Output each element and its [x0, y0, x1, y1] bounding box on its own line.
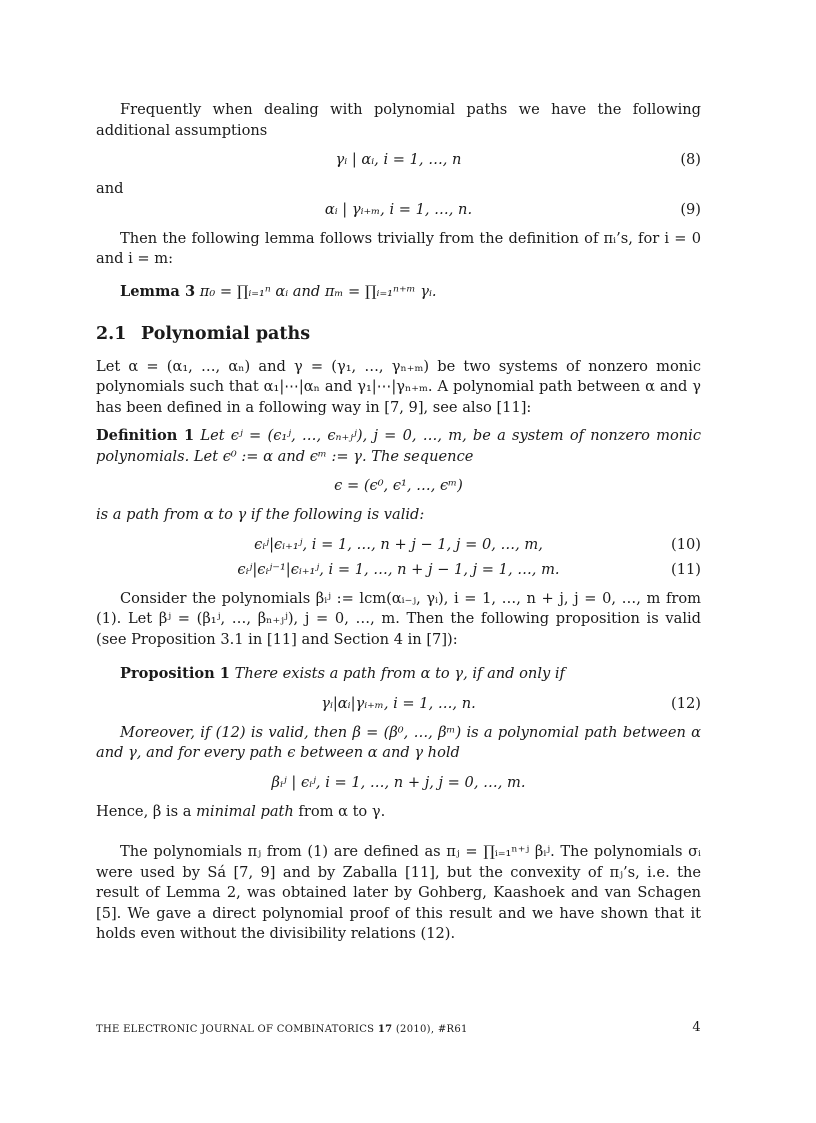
paragraph-consider: Consider the polynomials βᵢʲ := lcm(αᵢ₋ⱼ, γᵢ), i = 1, …, n + j, j = 0, …, m from (1). Let βʲ = (β₁ʲ, …, βₙ₊ⱼʲ), j = 0, …, m. Then the following proposition is valid (see Proposition 3.1 in [11] and Section 4 in [7]): — [96, 589, 701, 648]
paragraph-minimal-path — [96, 802, 701, 823]
equation-11-body: ϵᵢʲ|ϵᵢʲ⁻¹|ϵᵢ₊₁ʲ, i = 1, …, n + j − 1, j = 1, …, m. — [237, 560, 560, 578]
equation-10 — [96, 535, 701, 556]
definition-label: Definition 1 — [96, 427, 195, 444]
minimal-path-c: from α to γ. — [293, 802, 386, 820]
footer-journal: THE ELECTRONIC JOURNAL OF COMBINATORICS — [96, 1024, 375, 1035]
equation-12 — [96, 694, 701, 715]
equation-11 — [96, 560, 701, 581]
equation-8 — [96, 150, 701, 171]
equation-sequence-body: ϵ = (ϵ⁰, ϵ¹, …, ϵᵐ) — [334, 477, 463, 494]
proposition-1 — [120, 664, 701, 685]
equation-8-body: γᵢ | αᵢ, i = 1, …, n — [335, 151, 462, 168]
minimal-path-a: Hence, β is a — [96, 802, 197, 820]
lemma-label: Lemma 3 — [120, 282, 196, 300]
paragraph-and: and — [96, 180, 124, 197]
equation-9-number: (9) — [680, 200, 701, 218]
definition-1 — [96, 426, 701, 467]
footer-year-article: (2010), #R61 — [395, 1024, 468, 1035]
section-heading — [96, 324, 701, 345]
equation-9 — [96, 200, 701, 221]
equation-beta — [96, 773, 701, 794]
equation-beta-body: βᵢʲ | ϵᵢʲ, i = 1, …, n + j, j = 0, …, m. — [271, 773, 526, 791]
definition-text: Let ϵʲ = (ϵ₁ʲ, …, ϵₙ₊ⱼʲ), j = 0, …, m, be a system of nonzero monic polynomials. Let ϵ⁰ := α and ϵᵐ := γ. The sequence — [96, 427, 701, 465]
equation-8-number: (8) — [680, 151, 701, 168]
section-title: Polynomial paths — [141, 324, 311, 344]
lemma-3 — [120, 282, 701, 303]
equation-12-body: γᵢ|αᵢ|γᵢ₊ₘ, i = 1, …, n. — [321, 694, 476, 712]
equation-10-body: ϵᵢʲ|ϵᵢ₊₁ʲ, i = 1, …, n + j − 1, j = 0, …, m, — [254, 535, 543, 553]
paragraph-assumptions: Frequently when dealing with polynomial paths we have the following additional assumptions — [96, 101, 701, 139]
lemma-text: π₀ = ∏ᵢ₌₁ⁿ αᵢ and πₘ = ∏ᵢ₌₁ⁿ⁺ᵐ γᵢ. — [199, 282, 437, 300]
footer-volume: 17 — [377, 1024, 393, 1035]
paragraph-systems: Let α = (α₁, …, αₙ) and γ = (γ₁, …, γₙ₊ₘ) be two systems of nonzero monic polynomials such that α₁|⋯|αₙ and γ₁|⋯|γₙ₊ₘ. A polynomial path between α and γ has been defined in a following way in [7, 9], see also [11]: — [96, 357, 701, 416]
proposition-label: Proposition 1 — [120, 665, 230, 682]
paragraph-polynomials: The polynomials πⱼ from (1) are defined as πⱼ = ∏ᵢ₌₁ⁿ⁺ʲ βᵢʲ. The polynomials σᵢ were used by Sá [7, 9] and by Zaballa [11], but the convexity of πⱼ’s, i.e. the result of Lemma 2, was obtained later by Gohberg, Kaashoek and van Schagen [5]. We gave a direct polynomial proof of this result and we have shown that it holds even without the divisibility relations (12). — [96, 843, 701, 942]
equation-12-number: (12) — [671, 694, 701, 712]
equation-sequence — [96, 476, 701, 497]
footer-citation — [96, 1020, 468, 1041]
equation-9-body: αᵢ | γᵢ₊ₘ, i = 1, …, n. — [324, 200, 473, 218]
equation-10-number: (10) — [671, 535, 701, 553]
definition-continuation: is a path from α to γ if the following is valid: — [96, 506, 425, 523]
paragraph-lemma-intro: Then the following lemma follows trivially from the definition of πᵢ’s, for i = 0 and i = m: — [96, 229, 701, 267]
minimal-path-term: minimal path — [196, 802, 294, 820]
proposition-continuation: Moreover, if (12) is valid, then β = (β⁰, …, βᵐ) is a polynomial path between α and γ, and for every path ϵ between α and γ hold — [96, 723, 701, 761]
equation-11-number: (11) — [671, 560, 701, 578]
proposition-text: There exists a path from α to γ, if and only if — [234, 665, 565, 682]
section-number: 2.1 — [96, 324, 127, 344]
page-number: 4 — [692, 1020, 701, 1035]
page-body — [96, 100, 701, 945]
